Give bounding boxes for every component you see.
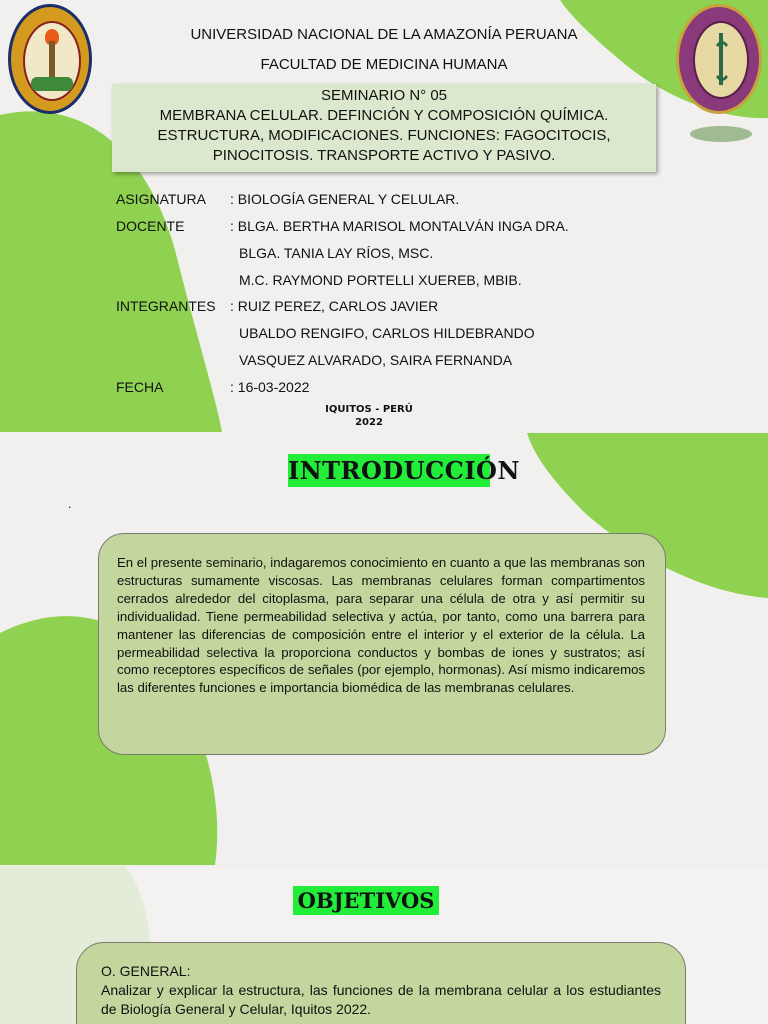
integrante-value: VASQUEZ ALVARADO, SAIRA FERNANDA: [239, 352, 513, 368]
slide-objetivos: [0, 866, 768, 1024]
faculty-name: FACULTAD DE MEDICINA HUMANA: [260, 56, 508, 73]
integrante-value: : RUIZ PEREZ, CARLOS JAVIER: [230, 298, 439, 314]
university-name: UNIVERSIDAD NACIONAL DE LA AMAZONÍA PERUANA: [190, 26, 578, 43]
fecha-value: : 16-03-2022: [230, 379, 310, 395]
university-seal-logo: [8, 4, 92, 114]
introduction-paragraph: En el presente seminario, indagaremos conocimiento en cuanto a que las membranas son estructuras sumamente viscosas. Las membranas celulares forman compartimentos cerrados alrededor del citoplasma, para separar una célula de otra y así permitir su individualidad. Tiene permeabilidad selectiva y actúa, por tanto, como una barrera para mantener las diferencias de composición entre el interior y el exterior de la célula. La permeabilidad selectiva la proporciona conductos y bombas de iones y sustratos; así como receptores específicos de señales (por ejemplo, hormonas). Así mismo indicaremos las diferentes funciones e importancia biomédica de las membranas celulares.: [117, 555, 645, 696]
seminar-topic-line: PINOCITOSIS. TRANSPORTE ACTIVO Y PASIVO.: [212, 147, 556, 164]
section-title: OBJETIVOS: [293, 886, 439, 915]
seminar-title-box: [112, 84, 656, 172]
medicine-faculty-seal-logo: [676, 4, 762, 114]
stray-dot: .: [68, 497, 72, 511]
section-title: INTRODUCCIÓN: [288, 456, 520, 485]
general-objective-text: Analizar y explicar la estructura, las funciones de la membrana celular a los estudiantes de Biología General y Celular, Iquitos 2022.: [101, 982, 661, 1017]
asignatura-value: : BIOLOGÍA GENERAL Y CELULAR.: [230, 191, 460, 207]
general-objective-label: O. GENERAL:: [101, 963, 191, 979]
year-label: 2022: [355, 417, 383, 428]
integrante-value: UBALDO RENGIFO, CARLOS HILDEBRANDO: [239, 325, 535, 341]
fecha-label: FECHA: [116, 379, 164, 395]
integrantes-label: INTEGRANTES: [116, 298, 216, 314]
docente-value: : BLGA. BERTHA MARISOL MONTALVÁN INGA DRA.: [230, 218, 569, 234]
seminar-topic-line: MEMBRANA CELULAR. DEFINCIÓN Y COMPOSICIÓN QUÍMICA.: [159, 107, 609, 124]
docente-value: BLGA. TANIA LAY RÍOS, MSC.: [239, 245, 434, 261]
docente-label: DOCENTE: [116, 218, 185, 234]
city-label: IQUITOS - PERÚ: [325, 404, 413, 415]
slide-introduccion: [0, 433, 768, 865]
introduction-text-box: [98, 533, 666, 755]
objectives-text-box: [76, 942, 686, 1024]
docente-value: M.C. RAYMOND PORTELLI XUEREB, MBIB.: [239, 272, 522, 288]
asignatura-label: ASIGNATURA: [116, 191, 206, 207]
logo-shadow: [690, 126, 752, 142]
seminar-number: SEMINARIO N° 05: [320, 87, 448, 104]
slide-cover: [0, 0, 768, 432]
location-year: [284, 403, 454, 429]
seminar-topic-line: ESTRUCTURA, MODIFICACIONES. FUNCIONES: FAGOCITOCIS,: [157, 127, 611, 144]
